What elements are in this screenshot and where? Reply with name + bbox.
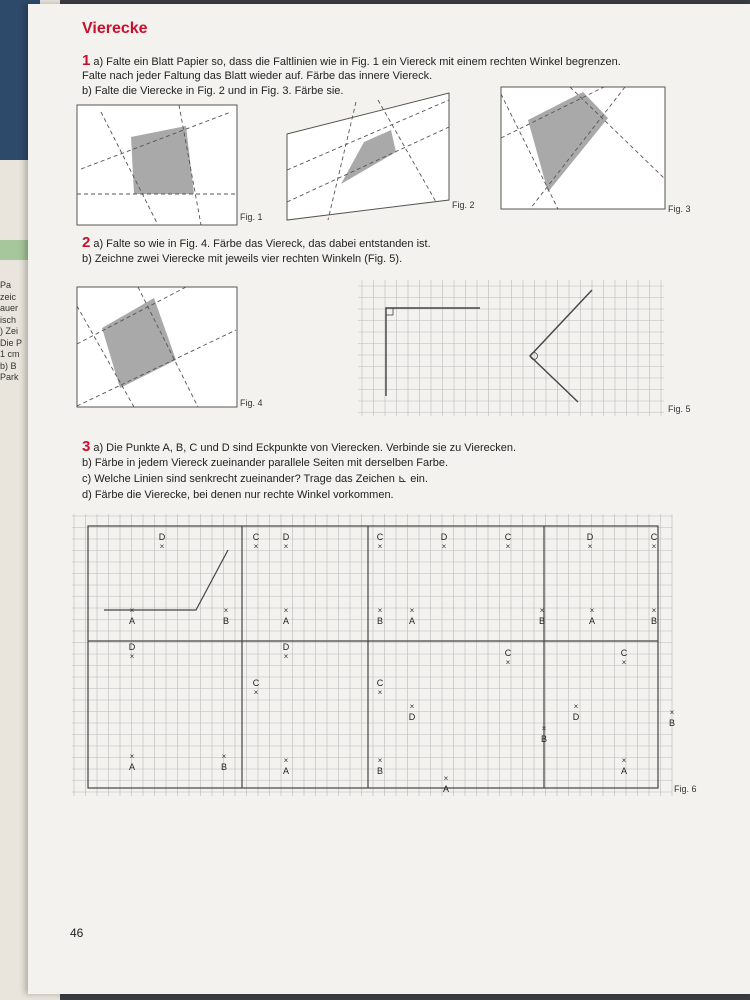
point-marker: ×: [159, 542, 165, 551]
task1-number: 1: [82, 52, 91, 69]
point-marker: ×: [441, 542, 447, 551]
page-title: Vierecke: [82, 20, 148, 37]
point-label: C: [650, 532, 658, 542]
point-marker: ×: [669, 708, 675, 717]
point-marker: ×: [283, 756, 289, 765]
point-label: D: [586, 532, 594, 542]
point-marker: ×: [541, 724, 547, 733]
point-marker: ×: [253, 688, 259, 697]
point-label: C: [252, 678, 260, 688]
point-label: A: [282, 766, 290, 776]
point-label: C: [376, 532, 384, 542]
point-label: B: [376, 616, 384, 626]
fig3-label: Fig. 3: [668, 204, 691, 214]
point-label: C: [504, 648, 512, 658]
point-marker: ×: [253, 542, 259, 551]
point-label: D: [282, 532, 290, 542]
point-marker: ×: [589, 606, 595, 615]
point-marker: ×: [651, 606, 657, 615]
fig5-label: Fig. 5: [668, 404, 691, 414]
point-label: A: [128, 762, 136, 772]
point-label: C: [376, 678, 384, 688]
fig6-label: Fig. 6: [674, 784, 697, 794]
point-label: D: [408, 712, 416, 722]
point-label: A: [408, 616, 416, 626]
point-label: B: [376, 766, 384, 776]
task3-line-a: 3 a) Die Punkte A, B, C und D sind Eckpunkte von Vierecken. Verbinde sie zu Vierecken.: [82, 438, 517, 455]
fig1-label: Fig. 1: [240, 212, 263, 222]
fig6-grid: [72, 514, 676, 796]
point-marker: ×: [129, 752, 135, 761]
point-label: D: [572, 712, 580, 722]
task3-line-b: b) Färbe in jedem Viereck zueinander parallele Seiten mit derselben Farbe.: [82, 457, 449, 469]
point-marker: ×: [221, 752, 227, 761]
fig1-diagram: [76, 104, 238, 226]
point-label: D: [282, 642, 290, 652]
point-marker: ×: [443, 774, 449, 783]
point-marker: ×: [539, 606, 545, 615]
point-marker: ×: [505, 658, 511, 667]
point-label: B: [220, 762, 228, 772]
point-label: B: [222, 616, 230, 626]
point-marker: ×: [377, 756, 383, 765]
point-label: C: [620, 648, 628, 658]
task2-line-b: b) Zeichne zwei Vierecke mit jeweils vier rechten Winkeln (Fig. 5).: [82, 253, 403, 265]
task3-line-d: d) Färbe die Vierecke, bei denen nur rechte Winkel vorkommen.: [82, 489, 394, 501]
point-label: A: [442, 784, 450, 794]
point-label: C: [252, 532, 260, 542]
point-label: B: [668, 718, 676, 728]
workbook-page: [28, 4, 750, 994]
point-marker: ×: [573, 702, 579, 711]
task1-line-b: b) Falte die Vierecke in Fig. 2 und in Fig. 3. Färbe sie.: [82, 85, 344, 97]
point-marker: ×: [409, 702, 415, 711]
task3-line-c: c) Welche Linien sind senkrecht zueinander? Trage das Zeichen ⊾ ein.: [82, 473, 428, 485]
point-label: D: [128, 642, 136, 652]
point-label: C: [504, 532, 512, 542]
point-marker: ×: [283, 542, 289, 551]
point-marker: ×: [377, 542, 383, 551]
point-marker: ×: [621, 658, 627, 667]
point-marker: ×: [129, 606, 135, 615]
point-marker: ×: [651, 542, 657, 551]
fig4-diagram: [76, 286, 238, 408]
point-label: A: [588, 616, 596, 626]
task1-line-a2: Falte nach jeder Faltung das Blatt wieder auf. Färbe das innere Viereck.: [82, 70, 433, 82]
point-label: A: [620, 766, 628, 776]
point-marker: ×: [505, 542, 511, 551]
point-label: B: [650, 616, 658, 626]
task1-line-a: 1 a) Falte ein Blatt Papier so, dass die Faltlinien wie in Fig. 1 ein Viereck mit einem rechten Winkel begrenzen.: [82, 52, 621, 69]
point-marker: ×: [587, 542, 593, 551]
fig4-label: Fig. 4: [240, 398, 263, 408]
point-label: B: [538, 616, 546, 626]
task3-number: 3: [82, 438, 91, 455]
fig2-label: Fig. 2: [452, 200, 475, 210]
point-marker: ×: [223, 606, 229, 615]
point-marker: ×: [409, 606, 415, 615]
point-label: D: [440, 532, 448, 542]
point-label: B: [540, 734, 548, 744]
fig2-diagram: [286, 92, 451, 224]
point-label: A: [282, 616, 290, 626]
point-marker: ×: [283, 652, 289, 661]
point-marker: ×: [283, 606, 289, 615]
underlay-edge-text: Pa zeic auer isch ) Zei Die P 1 cm b) B Park: [0, 280, 23, 382]
point-marker: ×: [377, 688, 383, 697]
page-number: 46: [70, 926, 84, 940]
point-marker: ×: [129, 652, 135, 661]
task2-number: 2: [82, 234, 91, 251]
point-marker: ×: [621, 756, 627, 765]
underlay-tab: [0, 240, 30, 260]
point-marker: ×: [377, 606, 383, 615]
point-label: D: [158, 532, 166, 542]
fig5-grid: [358, 280, 664, 416]
point-label: A: [128, 616, 136, 626]
fig3-diagram: [500, 86, 666, 210]
task2-line-a: 2 a) Falte so wie in Fig. 4. Färbe das Viereck, das dabei entstanden ist.: [82, 234, 431, 251]
